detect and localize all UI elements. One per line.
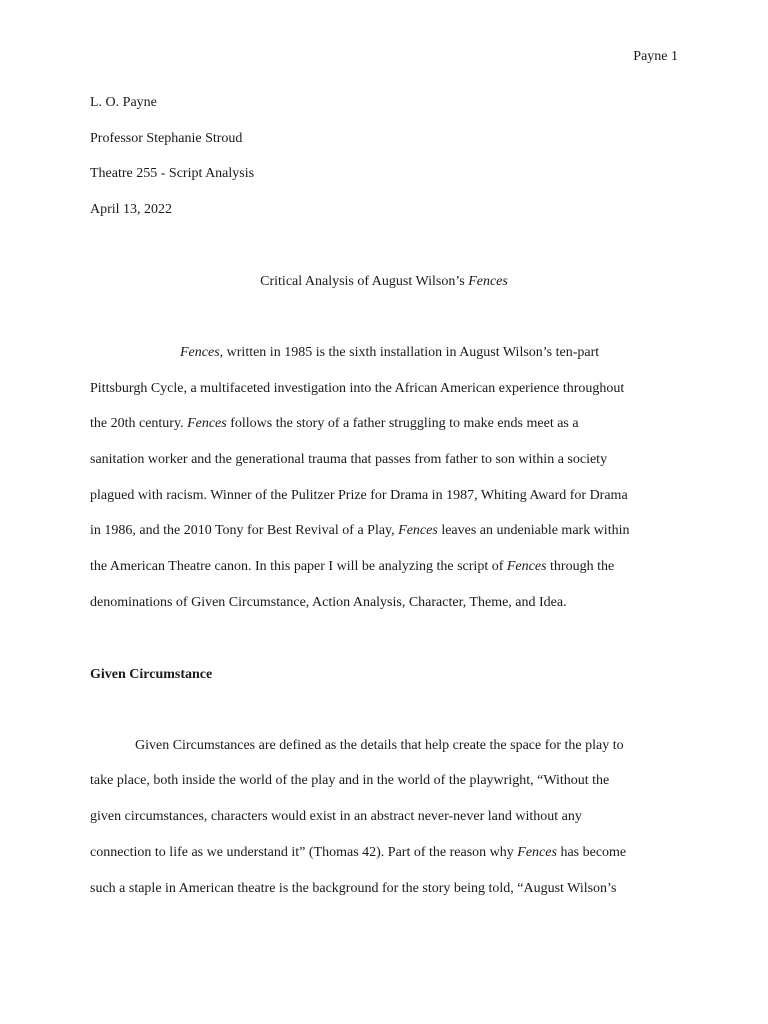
intro-line-7 [90, 557, 614, 577]
section-line-3: given circumstances, characters would exist in an abstract never-never land without any [90, 809, 582, 824]
course-name: Theatre 255 - Script Analysis [90, 166, 255, 181]
paper-date: April 13, 2022 [90, 201, 173, 217]
line-text: leaves an undeniable mark within [437, 523, 630, 538]
italic-title: Fences [180, 345, 220, 360]
intro-line-1 [180, 343, 599, 363]
section-line-2: take place, both inside the world of the play and in the world of the playwright, “Without the [90, 773, 610, 788]
running-head: Payne 1 [633, 49, 678, 64]
line-text: the American Theatre canon. In this paper I will be analyzing the script of [90, 559, 507, 574]
line-text: follows the story of a father struggling to make ends meet as a [226, 416, 579, 431]
intro-line-3 [90, 414, 579, 434]
line-text: has become [556, 845, 627, 860]
title-text: Critical Analysis of August Wilson’s [260, 274, 469, 289]
italic-title: Fences [398, 523, 438, 538]
intro-line-8: denominations of Given Circumstance, Action Analysis, Character, Theme, and Idea. [90, 595, 567, 610]
intro-line-6 [90, 521, 629, 541]
intro-line-5: plagued with racism. Winner of the Pulitzer Prize for Drama in 1987, Whiting Award for Drama [90, 488, 628, 503]
intro-line-2: Pittsburgh Cycle, a multifaceted investigation into the African American experience throughout [90, 381, 625, 396]
section-line-5: such a staple in American theatre is the background for the story being told, “August Wilson’s [90, 881, 617, 896]
section-line-4 [90, 843, 626, 863]
section-heading: Given Circumstance [90, 667, 213, 682]
italic-title: Fences [506, 559, 547, 574]
line-text: , written in 1985 is the sixth installation in August Wilson’s ten-part [219, 345, 600, 360]
intro-line-4: sanitation worker and the generational trauma that passes from father to son within a society [90, 452, 608, 467]
professor-name: Professor Stephanie Stroud [90, 130, 243, 146]
italic-title: Fences [187, 416, 227, 431]
line-text: connection to life as we understand it” (Thomas 42). Part of the reason why [90, 845, 518, 860]
mla-heading [90, 93, 680, 235]
author-name: L. O. Payne [90, 95, 157, 110]
line-text: the 20th century. [90, 416, 188, 431]
title-italic: Fences [468, 274, 508, 289]
italic-title: Fences [517, 845, 557, 860]
line-text: in 1986, and the 2010 Tony for Best Revival of a Play, [90, 523, 399, 538]
line-text: through the [546, 559, 615, 574]
section-line-1: Given Circumstances are defined as the details that help create the space for the play to [135, 738, 624, 753]
paper-title [0, 272, 768, 292]
